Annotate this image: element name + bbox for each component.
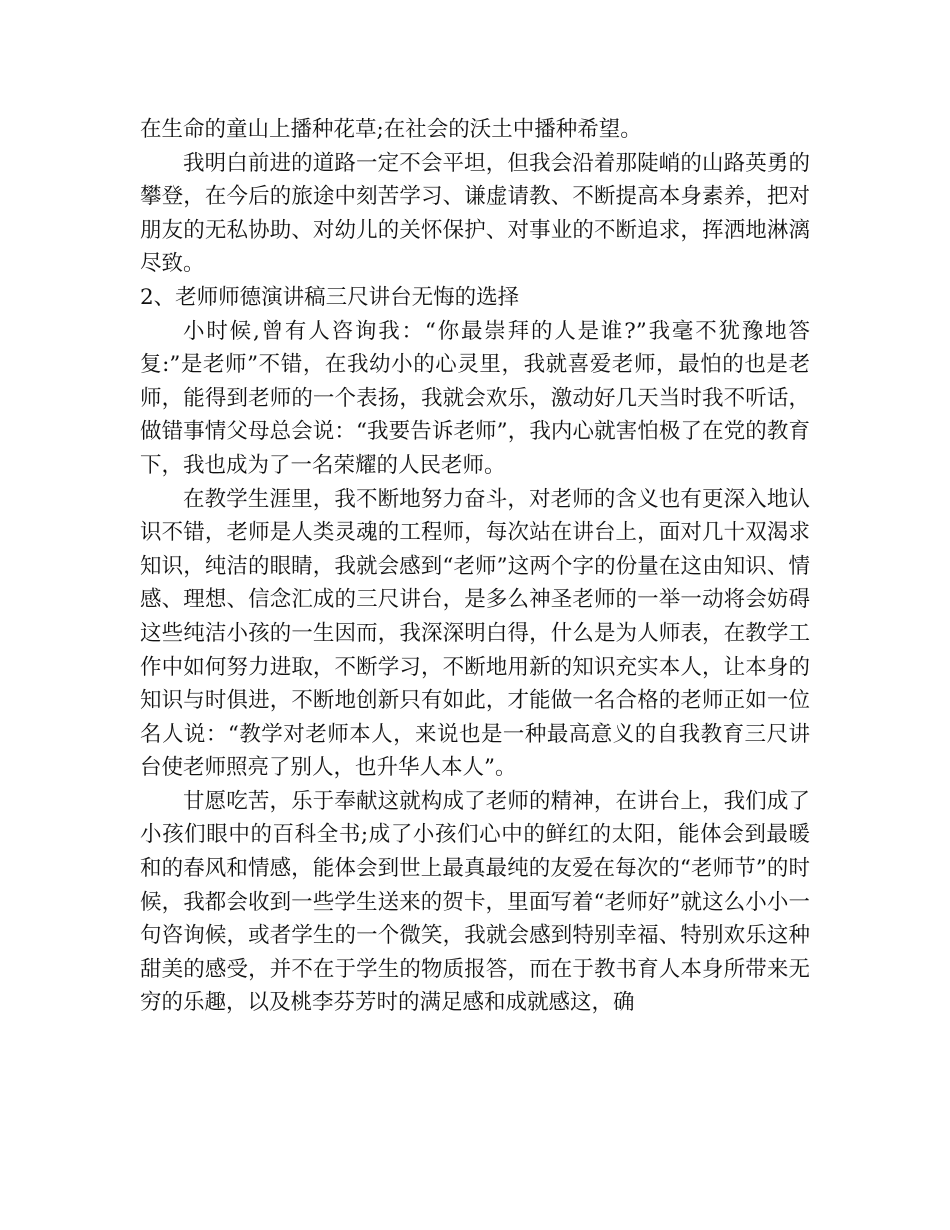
paragraph-teaching-career: 在教学生涯里，我不断地努力奋斗，对老师的含义也有更深入地认识不错，老师是人类灵魂的工程师，每次站在讲台上，面对几十双渴求知识，纯洁的眼睛，我就会感到“老师”这两个字的份量在这由知识、情感、理想、信念汇成的三尺讲台，是多么神圣老师的一举一动将会妨碍这些纯洁小孩的一生因而，我深深明白得，什么是为人师表，在教学工作中如何努力进取，不断学习，不断地用新的知识充实本人，让本身的知识与时俱进，不断地创新只有如此，才能做一名合格的老师正如一位名人说：“教学对老师本人，来说也是一种最高意义的自我教育三尺讲台使老师照亮了别人，也升华人本人”。 — [140, 486, 810, 781]
paragraph-childhood: 小时候,曾有人咨询我：“你最崇拜的人是谁?”我毫不犹豫地答复:”是老师”不错，在我幼小的心灵里，我就喜爱老师，最怕的也是老师，能得到老师的一个表扬，我就会欢乐，激动好几天当时我不听话，做错事情父母总会说：“我要告诉老师”，我内心就害怕极了在党的教育下，我也成为了一名荣耀的人民老师。 — [140, 318, 810, 478]
section-heading: 2、老师师德演讲稿三尺讲台无悔的选择 — [140, 284, 520, 310]
paragraph-resolve: 我明白前进的道路一定不会平坦，但我会沿着那陡峭的山路英勇的攀登，在今后的旅途中刻苦学习、谦虚请教、不断提高本身素养，把对朋友的无私协助、对幼儿的关怀保护、对事业的不断追求，挥洒地淋漓尽致。 — [140, 150, 810, 277]
document-body — [140, 113, 810, 1020]
paragraph-continuation: 在生命的童山上播种花草;在社会的沃土中播种希望。 — [140, 117, 642, 142]
paragraph-dedication: 甘愿吃苦，乐于奉献这就构成了老师的精神，在讲台上，我们成了小孩们眼中的百科全书;成了小孩们心中的鲜红的太阳，能体会到最暖和的春风和情感，能体会到世上最真最纯的友爱在每次的“老师节”的时候，我都会收到一些学生送来的贺卡，里面写着“老师好”就这么小小一句咨询候，或者学生的一个微笑，我就会感到特别幸福、特别欢乐这种甜美的感受，并不在于学生的物质报答，而在于教书育人本身所带来无穷的乐趣，以及桃李芬芳时的满足感和成就感这，确 — [140, 788, 810, 1016]
